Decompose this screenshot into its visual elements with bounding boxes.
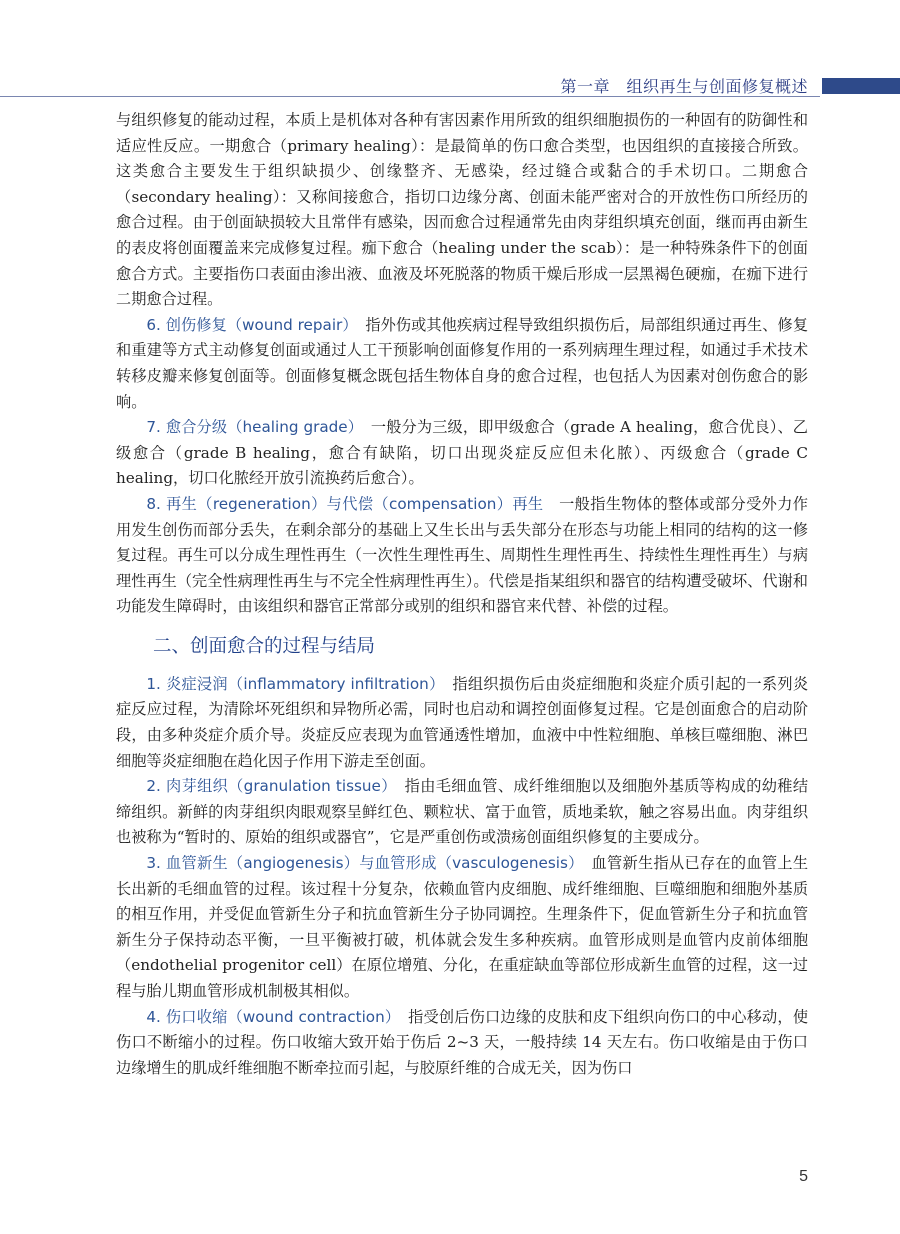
definition-item-regeneration (116, 492, 808, 620)
definition-item-wound-contraction (116, 1005, 808, 1082)
chapter-title: 第一章 组织再生与创面修复概述 (560, 77, 808, 96)
definition-text: 一般指生物体的整体或部分受外力作用发生创伤而部分丢失，在剩余部分的基础上又生长出与丢失部分在形态与功能上相同的结构的这一修复过程。再生可以分成生理性再生（一次性生理性再生、周期性生理性再生、持续性生理性再生）与病理性再生（完全性病理性再生与不完全性病理性再生）。代偿是指某组织和器官的结构遭受破坏、代谢和功能发生障碍时，由该组织和器官正常部分或别的组织和器官来代替、补偿的过程。 (116, 494, 808, 616)
top-bar (0, 0, 900, 14)
definition-item-angiogenesis (116, 851, 808, 1005)
definition-text: 指受创后伤口边缘的皮肤和皮下组织向伤口的中心移动，使伤口不断缩小的过程。伤口收缩大致开始于伤后 2~3 天，一般持续 14 天左右。伤口收缩是由于伤口边缘增生的肌成纤维细胞不断牵拉而引起，与胶原纤维的合成无关，因为伤口 (116, 1007, 809, 1077)
section-heading: 二、创面愈合的过程与结局 (153, 635, 376, 657)
header-rule (0, 96, 820, 97)
definition-term: 8. 再生（regeneration）与代偿（compensation）再生 (146, 494, 544, 513)
page-body (116, 108, 808, 1081)
definition-item-healing-grade (116, 415, 808, 492)
header-accent-bar (822, 78, 900, 94)
running-header (0, 72, 900, 100)
page-number: 5 (799, 1168, 808, 1185)
definition-text: 指组织损伤后由炎症细胞和炎症介质引起的一系列炎症反应过程，为清除坏死组织和异物所必需，同时也启动和调控创面修复过程。它是创面愈合的启动阶段，由多种炎症介质介导。炎症反应表现为血管通透性增加，血液中中性粒细胞、单核巨噬细胞、淋巴细胞等炎症细胞在趋化因子作用下游走至创面。 (116, 674, 809, 770)
definition-item-wound-repair (116, 313, 808, 415)
definition-term: 7. 愈合分级（healing grade） (146, 418, 356, 437)
definition-item-granulation-tissue (116, 774, 808, 851)
definition-term: 6. 创伤修复（wound repair） (146, 315, 351, 334)
definition-term: 2. 肉芽组织（granulation tissue） (146, 777, 390, 796)
definition-text: 指由毛细血管、成纤维细胞以及细胞外基质等构成的幼稚结缔组织。新鲜的肉芽组织肉眼观察呈鲜红色、颗粒状、富于血管，质地柔软，触之容易出血。肉芽组织也被称为“暂时的、原始的组织或器官”，它是严重创伤或溃疡创面组织修复的主要成分。 (116, 777, 809, 847)
paragraph-continuation: 与组织修复的能动过程，本质上是机体对各种有害因素作用所致的组织细胞损伤的一种固有的防御性和适应性反应。一期愈合（primary healing）：是最简单的伤口愈合类型，也因组织的直接接合所致。这类愈合主要发生于组织缺损少、创缘整齐、无感染，经过缝合或黏合的手术切口。二期愈合（secondary healing）：又称间接愈合，指切口边缘分离、创面未能严密对合的开放性伤口所经历的愈合过程。由于创面缺损较大且常伴有感染，因而愈合过程通常先由肉芽组织填充创面，继而再由新生的表皮将创面覆盖来完成修复过程。痂下愈合（healing under the scab）：是一种特殊条件下的创面愈合方式。主要指伤口表面由渗出液、血液及坏死脱落的物质干燥后形成一层黑褐色硬痂，在痂下进行二期愈合过程。 (116, 111, 808, 309)
definition-term: 4. 伤口收缩（wound contraction） (146, 1007, 393, 1026)
definition-term: 3. 血管新生（angiogenesis）与血管形成（vasculogenesis） (146, 854, 577, 873)
definition-text: 一般分为三级，即甲级愈合（grade A healing，愈合优良）、乙级愈合（grade B healing，愈合有缺陷，切口出现炎症反应但未化脓）、丙级愈合（grade C healing，切口化脓经开放引流换药后愈合）。 (116, 418, 808, 488)
definition-text: 血管新生指从已存在的血管上生长出新的毛细血管的过程。该过程十分复杂，依赖血管内皮细胞、成纤维细胞、巨噬细胞和细胞外基质的相互作用，并受促血管新生分子和抗血管新生分子协同调控。生理条件下，促血管新生分子和抗血管新生分子保持动态平衡，一旦平衡被打破，机体就会发生多种疾病。血管形成则是血管内皮前体细胞（endothelial progenitor cell）在原位增殖、分化，在重症缺血等部位形成新生血管的过程，这一过程与胎儿期血管形成机制极其相似。 (116, 854, 809, 1000)
definition-item-inflammatory-infiltration (116, 672, 808, 774)
definition-term: 1. 炎症浸润（inflammatory infiltration） (146, 674, 437, 693)
definition-text: 指外伤或其他疾病过程导致组织损伤后，局部组织通过再生、修复和重建等方式主动修复创面或通过人工干预影响创面修复作用的一系列病理生理过程，如通过手术技术转移皮瓣来修复创面等。创面修复概念既包括生物体自身的愈合过程，也包括人为因素对创伤愈合的影响。 (116, 315, 809, 411)
